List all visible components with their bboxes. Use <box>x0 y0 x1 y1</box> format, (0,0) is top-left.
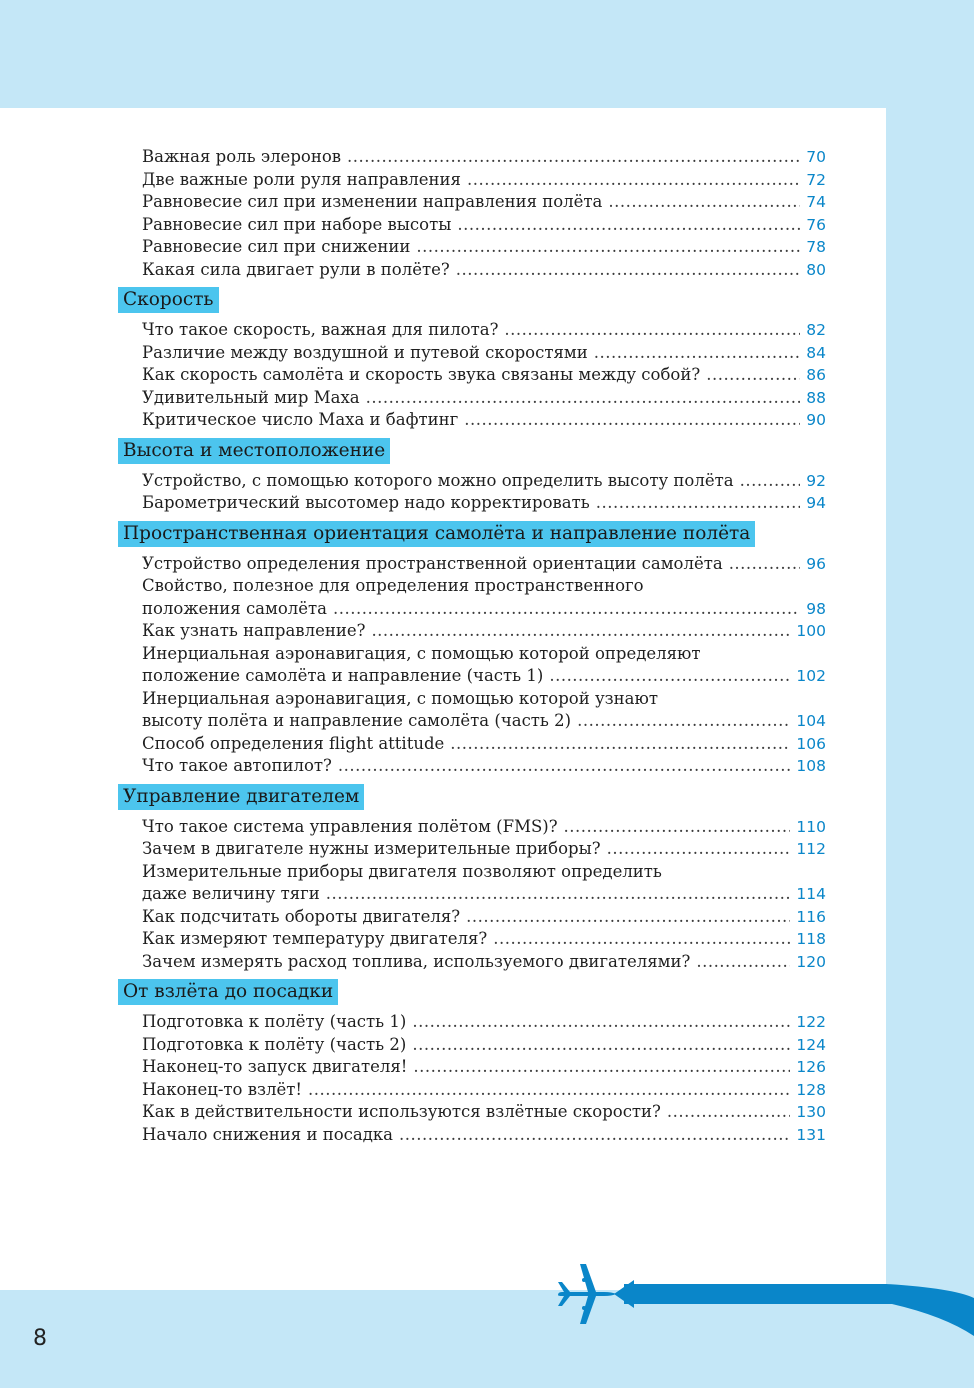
toc-entry-title: даже величину тяги <box>142 884 320 903</box>
toc-page-number[interactable]: 126 <box>796 1058 826 1076</box>
toc-page-number[interactable]: 100 <box>796 622 826 640</box>
toc-page-number[interactable]: 76 <box>806 215 826 234</box>
toc-entry[interactable] <box>142 191 826 214</box>
toc-entry[interactable] <box>142 733 826 756</box>
dot-leader <box>607 838 791 861</box>
airplane-icon <box>558 1264 616 1324</box>
toc-entry[interactable] <box>142 409 826 432</box>
toc-page-number[interactable]: 80 <box>806 260 826 279</box>
toc-entry-title: Равновесие сил при изменении направления полёта <box>142 192 603 211</box>
dot-leader <box>729 553 801 576</box>
toc-entry-title: Что такое автопилот? <box>142 756 332 775</box>
toc-page-number[interactable]: 82 <box>806 321 826 339</box>
toc-page-number[interactable]: 114 <box>796 885 826 903</box>
toc-page-number[interactable]: 104 <box>796 712 826 730</box>
toc-page-number[interactable]: 122 <box>796 1013 826 1031</box>
toc-entry-title: Подготовка к полёту (часть 2) <box>142 1034 407 1054</box>
toc-page-number[interactable]: 120 <box>796 952 826 971</box>
dot-leader <box>706 364 800 387</box>
table-of-contents <box>118 146 826 1146</box>
toc-entry-title: Критическое число Маха и бафтинг <box>142 410 459 429</box>
toc-entry[interactable] <box>142 1011 826 1034</box>
dot-leader <box>467 169 800 192</box>
toc-entry[interactable] <box>142 906 826 929</box>
dot-leader <box>549 665 790 688</box>
toc-entry[interactable] <box>142 387 826 410</box>
toc-page-number[interactable]: 72 <box>806 170 826 189</box>
section-header: Пространственная ориентация самолёта и направление полёта <box>118 521 755 547</box>
toc-entry[interactable] <box>142 342 826 365</box>
toc-page-number[interactable]: 116 <box>796 907 826 926</box>
dot-leader <box>594 342 801 365</box>
toc-entry[interactable] <box>142 1124 826 1147</box>
toc-page-number[interactable]: 94 <box>806 494 826 512</box>
toc-entry-title: Удивительный мир Маха <box>142 387 360 407</box>
toc-entry[interactable] <box>142 214 826 237</box>
toc-entry-title: Наконец-то взлёт! <box>142 1079 303 1099</box>
toc-entry-title: Как подсчитать обороты двигателя? <box>142 906 461 926</box>
toc-entry-title-line: Измерительные приборы двигателя позволяют определить <box>142 861 662 881</box>
toc-entry-title: Что такое скорость, важная для пилота? <box>142 320 499 339</box>
toc-page-number[interactable]: 118 <box>796 930 826 948</box>
swoosh-band <box>624 1284 974 1336</box>
toc-entry[interactable] <box>142 665 826 688</box>
dot-leader <box>466 906 790 929</box>
toc-entry[interactable] <box>142 169 826 192</box>
toc-entry[interactable] <box>142 620 826 643</box>
section-header: От взлёта до посадки <box>118 979 338 1005</box>
toc-entry-title: Барометрический высотомер надо корректировать <box>142 493 590 512</box>
toc-entry-title: Наконец-то запуск двигателя! <box>142 1057 408 1076</box>
dot-leader <box>366 387 801 410</box>
toc-entry-title: положения самолёта <box>142 598 327 618</box>
toc-entry[interactable] <box>142 1101 826 1124</box>
dot-leader <box>457 214 800 237</box>
toc-entry[interactable] <box>142 598 826 621</box>
toc-page-number[interactable]: 130 <box>796 1103 826 1121</box>
toc-entry[interactable] <box>142 1079 826 1102</box>
toc-entry-title: высоту полёта и направление самолёта (часть 2) <box>142 711 572 730</box>
toc-entry[interactable] <box>142 146 826 169</box>
toc-entry[interactable] <box>142 259 826 282</box>
toc-entry[interactable] <box>142 1034 826 1057</box>
dot-leader <box>504 319 800 342</box>
toc-entry[interactable] <box>142 928 826 951</box>
toc-entry-title: Зачем измерять расход топлива, используемого двигателями? <box>142 951 691 971</box>
toc-entry[interactable] <box>142 319 826 342</box>
dot-leader <box>333 598 800 621</box>
dot-leader <box>456 259 801 282</box>
toc-entry[interactable] <box>142 553 826 576</box>
dot-leader <box>308 1079 790 1102</box>
toc-page-number[interactable]: 70 <box>806 148 826 166</box>
airplane-arrow-decoration <box>552 1258 974 1338</box>
toc-page-number[interactable]: 98 <box>806 599 826 618</box>
dot-leader <box>399 1124 790 1147</box>
dot-leader <box>347 146 800 169</box>
dot-leader <box>577 710 790 733</box>
toc-entry[interactable] <box>142 1056 826 1079</box>
dot-leader <box>608 191 800 214</box>
toc-entry[interactable] <box>142 364 826 387</box>
dot-leader <box>416 236 800 259</box>
toc-page-number[interactable]: 84 <box>806 343 826 362</box>
toc-page-number[interactable]: 131 <box>796 1125 826 1144</box>
toc-entry-title: Зачем в двигателе нужны измерительные приборы? <box>142 839 601 858</box>
dot-leader <box>412 1034 790 1057</box>
dot-leader <box>564 816 791 839</box>
toc-entry-title: Равновесие сил при снижении <box>142 237 411 256</box>
dot-leader <box>326 883 791 906</box>
toc-page-number[interactable]: 106 <box>796 734 826 753</box>
dot-leader <box>413 1056 790 1079</box>
dot-leader <box>493 928 790 951</box>
toc-page-number[interactable]: 102 <box>796 667 826 685</box>
toc-entry[interactable] <box>142 951 826 974</box>
dot-leader <box>596 492 801 515</box>
dot-leader <box>667 1101 791 1124</box>
toc-entry-title: Способ определения flight attitude <box>142 733 445 753</box>
toc-entry-title: Что такое система управления полётом (FMS)? <box>142 816 558 836</box>
toc-entry-title: Различие между воздушной и путевой скоростями <box>142 342 588 362</box>
dot-leader <box>450 733 790 756</box>
toc-page-number[interactable]: 92 <box>806 471 826 490</box>
toc-entry-title-line: Инерциальная аэронавигация, с помощью которой определяют <box>142 643 701 663</box>
toc-page-number[interactable]: 128 <box>796 1080 826 1099</box>
toc-page-number[interactable]: 124 <box>796 1035 826 1054</box>
toc-page-number[interactable]: 86 <box>806 366 826 384</box>
toc-entry[interactable] <box>142 755 826 778</box>
toc-page-number[interactable]: 108 <box>796 757 826 775</box>
toc-entry-title: Как в действительности используются взлётные скорости? <box>142 1102 661 1121</box>
toc-entry-title: Устройство, с помощью которого можно определить высоту полёта <box>142 470 734 490</box>
toc-entry[interactable] <box>142 838 826 861</box>
toc-entry[interactable] <box>142 236 826 259</box>
toc-page-number[interactable]: 74 <box>806 193 826 211</box>
section-header: Управление двигателем <box>118 784 364 810</box>
dot-leader <box>412 1011 790 1034</box>
toc-entry-title: Как измеряют температуру двигателя? <box>142 929 488 948</box>
toc-entry-title: Важная роль элеронов <box>142 147 342 166</box>
dot-leader <box>464 409 800 432</box>
toc-page-number[interactable]: 110 <box>796 817 826 836</box>
toc-page-number[interactable]: 96 <box>806 554 826 573</box>
toc-entry[interactable] <box>142 470 826 493</box>
dot-leader <box>371 620 790 643</box>
toc-page-number[interactable]: 88 <box>806 388 826 407</box>
toc-entry-title-line: Свойство, полезное для определения пространственного <box>142 576 644 595</box>
toc-entry[interactable] <box>142 492 826 515</box>
toc-entry[interactable] <box>142 816 826 839</box>
toc-entry-title: Подготовка к полёту (часть 1) <box>142 1012 407 1031</box>
page-number: 8 <box>33 1326 47 1351</box>
section-header: Высота и местоположение <box>118 438 390 464</box>
toc-entry-title: Как скорость самолёта и скорость звука связаны между собой? <box>142 365 701 384</box>
toc-page-number[interactable]: 90 <box>806 411 826 429</box>
toc-entry[interactable] <box>142 710 826 733</box>
toc-entry-title: Как узнать направление? <box>142 621 366 640</box>
toc-entry-title-line: Инерциальная аэронавигация, с помощью которой узнают <box>142 688 658 708</box>
toc-entry[interactable] <box>142 883 826 906</box>
toc-entry-title: Две важные роли руля направления <box>142 169 461 189</box>
toc-entry-title: Какая сила двигает рули в полёте? <box>142 259 450 279</box>
dot-leader <box>696 951 790 974</box>
dot-leader <box>338 755 791 778</box>
toc-page-number[interactable]: 112 <box>796 840 826 858</box>
toc-entry-title: Устройство определения пространственной ориентации самолёта <box>142 553 723 573</box>
toc-entry-title: Равновесие сил при наборе высоты <box>142 214 452 234</box>
section-header: Скорость <box>118 287 219 313</box>
toc-entry-title: Начало снижения и посадка <box>142 1124 394 1144</box>
toc-entry-title: положение самолёта и направление (часть 1) <box>142 666 544 685</box>
dot-leader <box>740 470 801 493</box>
toc-page-number[interactable]: 78 <box>806 238 826 256</box>
